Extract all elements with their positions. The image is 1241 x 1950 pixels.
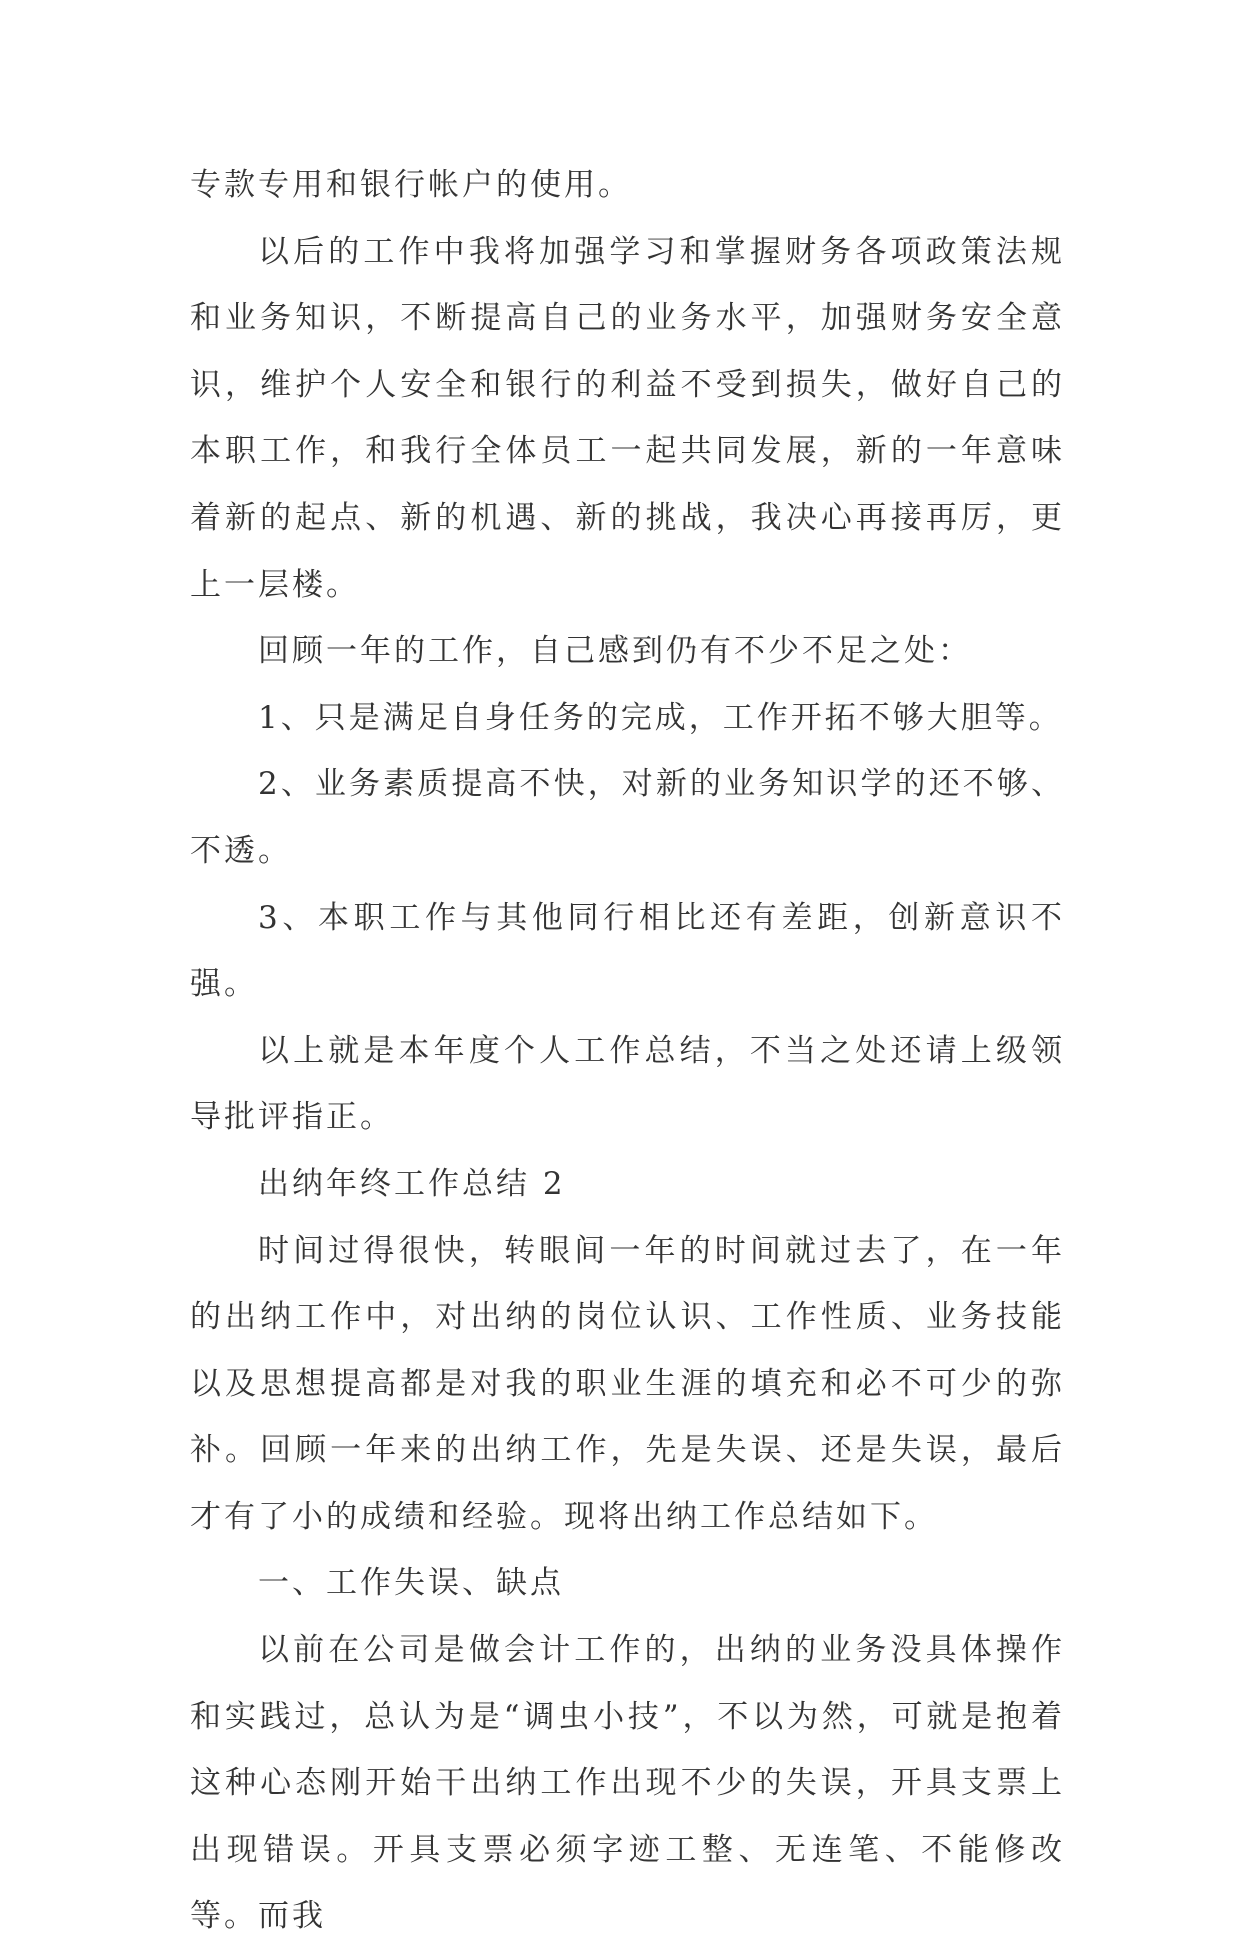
- document-body: [190, 152, 1065, 1950]
- list-item-1: 1、只是满足自身任务的完成，工作开拓不够大胆等。: [258, 699, 1063, 736]
- paragraph-shortcomings-intro: 回顾一年的工作，自己感到仍有不少不足之处：: [258, 633, 972, 670]
- paragraph-future-plan: 以后的工作中我将加强学习和掌握财务各项政策法规和业务知识，不断提高自己的业务水平，加强财务安全意识，维护个人安全和银行的利益不受到损失，做好自己的本职工作，和我行全体员工一起共同发展，新的一年意味着新的起点、新的机遇、新的挑战，我决心再接再厉，更上一层楼。: [190, 233, 1065, 603]
- section-title: 出纳年终工作总结 2: [258, 1165, 566, 1202]
- section-heading: 一、工作失误、缺点: [258, 1565, 564, 1602]
- paragraph-mistakes: 以前在公司是做会计工作的，出纳的业务没具体操作和实践过，总认为是“调虫小技”，不以为然，可就是抱着这种心态刚开始干出纳工作出现不少的失误，开具支票上出现错误。开具支票必须字迹工整、无连笔、不能修改等。而我: [190, 1632, 1065, 1935]
- paragraph-intro: 时间过得很快，转眼间一年的时间就过去了，在一年的出纳工作中，对出纳的岗位认识、工作性质、业务技能以及思想提高都是对我的职业生涯的填充和必不可少的弥补。回顾一年来的出纳工作，先是失误、还是失误，最后才有了小的成绩和经验。现将出纳工作总结如下。: [190, 1232, 1065, 1535]
- list-item-2: 2、业务素质提高不快，对新的业务知识学的还不够、不透。: [190, 766, 1065, 869]
- list-item-3: 3、本职工作与其他同行相比还有差距，创新意识不强。: [190, 899, 1065, 1003]
- paragraph-closing: 以上就是本年度个人工作总结，不当之处还请上级领导批评指正。: [190, 1032, 1065, 1136]
- paragraph-continuation: 专款专用和银行帐户的使用。: [190, 167, 632, 203]
